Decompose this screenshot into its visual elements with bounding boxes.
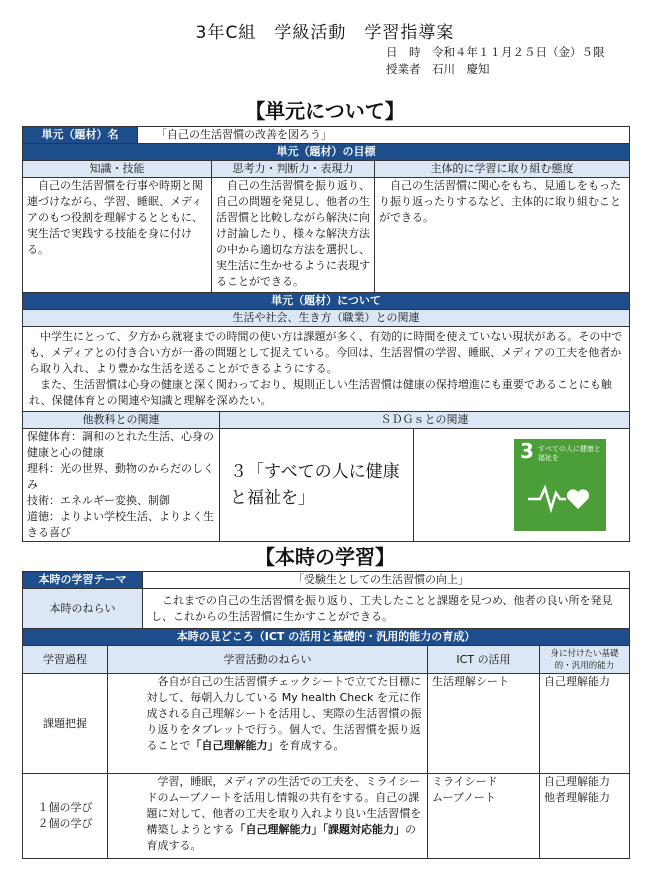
goal-body-thinking: 自己の生活習慣を振り返り、自己の問題を発見し、他者の生活習慣と比較しながら解決に向け討論したり、様々な解決方法の中から適切な方法を選択し、実生活に生かせるように表現することができる。 xyxy=(212,178,375,293)
society-text xyxy=(23,327,630,412)
points-heading: 本時の見どころ（ICT の活用と基礎的・汎用的能力の育成） xyxy=(23,629,630,646)
sdg-icon-number: 3 xyxy=(520,439,534,463)
teacher-line xyxy=(386,61,490,78)
teacher-label: 授業者 xyxy=(386,62,421,76)
society-paragraph-2: また、生活習慣は心身の健康と深く関わっており、規則正しい生活習慣は健康の保持増進にも重要であることにも触れ、保健体育との関連や知識と理解を深めたい。 xyxy=(29,378,612,407)
goal-body-attitude: 自己の生活習慣に関心をもち、見通しをもったり振り返ったりするなど、主体的に取り組むことができる。 xyxy=(375,178,630,293)
goal-body-knowledge: 自己の生活習慣を行事や時期と関連づけながら、学習、睡眠、メディアのもつ役割を理解するとともに、実生活で実践する技能を身に付ける。 xyxy=(23,178,212,293)
unit-name-value: 「自己の生活習慣の改善を図ろう」 xyxy=(138,127,630,144)
sdg-3-icon xyxy=(514,439,606,531)
sdgs-icon-cell xyxy=(414,429,630,542)
date-line xyxy=(386,44,605,61)
col-header-ict: ICT の活用 xyxy=(428,646,540,674)
sdgs-text: ３「すべての人に健康と福祉を」 xyxy=(220,429,414,542)
lesson-table xyxy=(22,571,630,859)
unit-section-heading: 【単元について】 xyxy=(245,99,405,123)
col-header-process: 学習過程 xyxy=(23,646,108,674)
theme-label: 本時の学習テーマ xyxy=(23,572,143,589)
unit-table xyxy=(22,126,630,542)
date-value: 令和４年１１月２５日（金）５限 xyxy=(432,45,605,59)
date-label: 日 時 xyxy=(386,45,421,59)
goal-header-attitude: 主体的に学習に取り組む態度 xyxy=(375,161,630,178)
row-2-ability: 自己理解能力 他者理解能力 xyxy=(540,774,630,859)
aim-value: これまでの自己の生活習慣を振り返り、工夫したことと課題を見つめ、他者の良い所を発見し、これからの生活習慣に生かすことができる。 xyxy=(143,589,630,629)
other-subject-item: 理科：光の世界、動物のからだのしくみ xyxy=(27,462,214,491)
lesson-section-heading: 【本時の学習】 xyxy=(255,545,395,569)
row-2-activity: 学習，睡眠，メディアの生活での工夫を、ミライシードのムーブノートを活用し情報の共有をする。自己の課題に対して、他者の工夫を取り入れより良い生活習慣を構築しようとする「自己理解能力」「課題対応能力」の育成する。 xyxy=(143,774,428,859)
sdgs-heading: ＳＤＧｓとの関連 xyxy=(220,412,630,429)
theme-value: 「受験生としての生活習慣の向上」 xyxy=(143,572,630,589)
other-subjects-heading: 他教科との関連 xyxy=(23,412,220,429)
row-1-ability: 自己理解能力 xyxy=(540,674,630,774)
about-heading: 単元（題材）について xyxy=(23,293,630,310)
row-2-process: １個の学び ２個の学び xyxy=(23,774,108,859)
goal-header-knowledge: 知識・技能 xyxy=(23,161,212,178)
sdg-icon-label: すべての人に健康と福祉を xyxy=(538,445,601,462)
row-2-ict: ミライシード ムーブノート xyxy=(428,774,540,859)
aim-label: 本時のねらい xyxy=(23,589,143,629)
col-header-ability: 身に付けたい基礎的・汎用的能力 xyxy=(540,646,630,674)
unit-name-label: 単元（題材）名 xyxy=(23,127,138,144)
other-subject-item: 保健体育：調和のとれた生活、心身の健康と心の健康 xyxy=(27,430,214,459)
row-1-process: 課題把握 xyxy=(23,674,108,774)
society-paragraph-1: 中学生にとって、夕方から就寝までの時間の使い方は課題が多く、有効的に時間を使えていない現状がある。その中でも、メディアとの付き合い方が一番の問題として捉えている。今回は、生活習慣の学習、睡眠、メディアの工夫を他者から取り入れ、より豊かな生活を送ることができるようにする。 xyxy=(29,330,623,375)
other-subject-item: 技術：エネルギー変換、制御 xyxy=(27,494,170,507)
col-header-activity: 学習活動のねらい xyxy=(108,646,428,674)
teacher-value: 石川 慶知 xyxy=(432,62,490,76)
page-title: 3年C組 学級活動 学習指導案 xyxy=(195,23,455,43)
goals-heading: 単元（題材）の目標 xyxy=(23,144,630,161)
row-1-activity: 各自が自己の生活習慣チェックシートで立てた目標に対して、毎朝入力している My health Check を元に作成される自己理解シートを活用し、実際の生活習慣の振り返りをタブレットで行う。個人で、生活習慣を振り返ることで「自己理解能力」を育成する。 xyxy=(143,674,428,774)
heartbeat-icon xyxy=(528,483,594,513)
goal-header-thinking: 思考力・判断力・表現力 xyxy=(212,161,375,178)
other-subject-item: 道徳：よりよい学校生活、よりよく生きる喜び xyxy=(27,510,214,539)
society-heading: 生活や社会、生き方（職業）との関連 xyxy=(23,310,630,327)
other-subjects-list xyxy=(23,429,220,542)
row-1-ict: 生活理解シート xyxy=(428,674,540,774)
